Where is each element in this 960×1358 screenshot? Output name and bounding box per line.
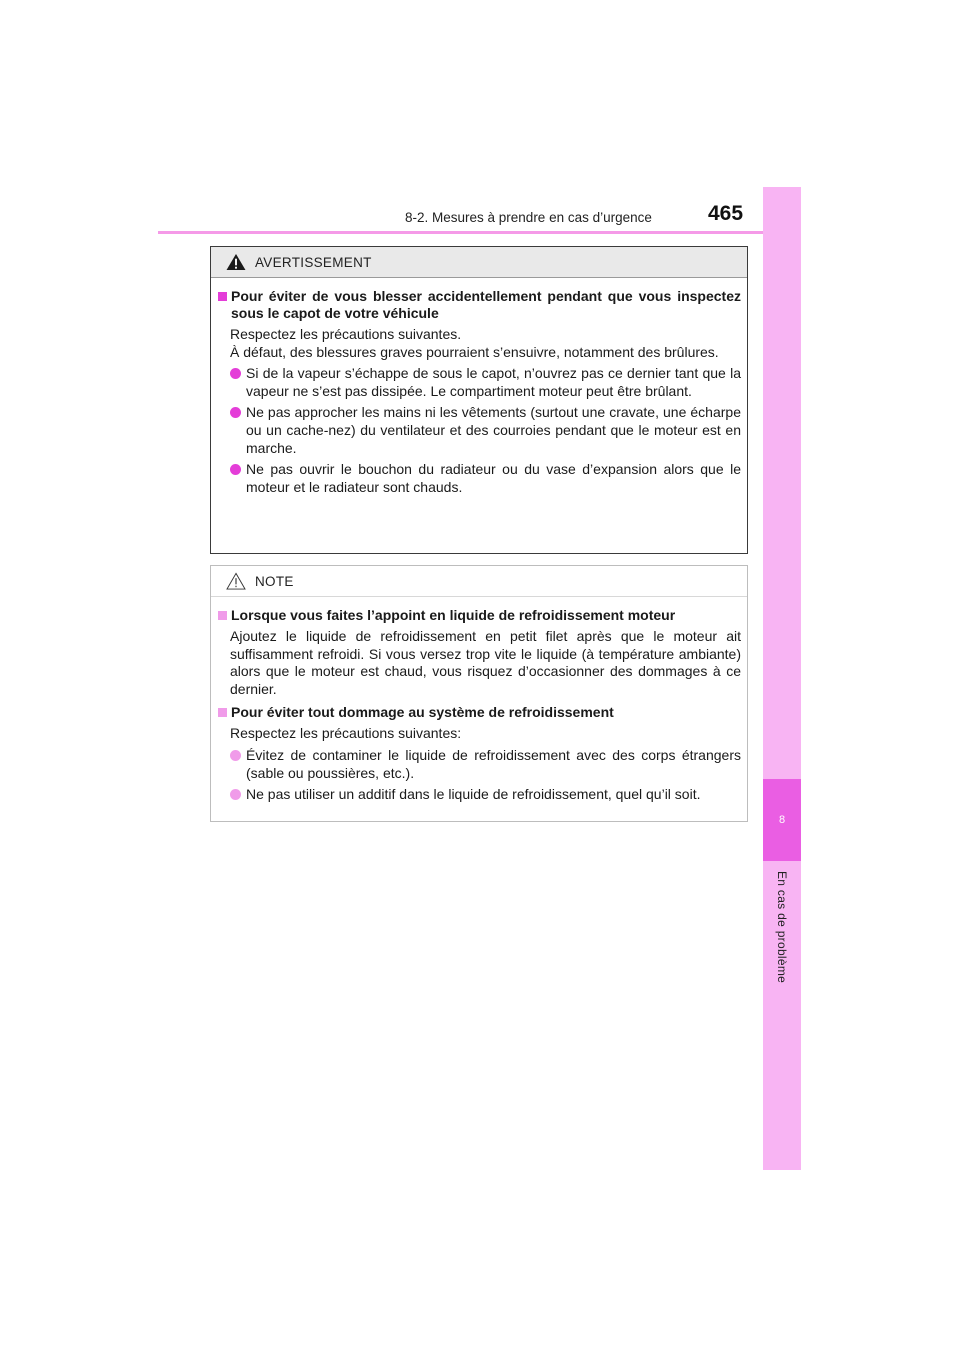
warning-triangle-icon <box>225 253 247 271</box>
round-bullet-icon <box>230 464 241 475</box>
warning-item-title: Pour éviter de vous blesser accidentellement pendant que vous inspectez sous le capot de votre véhicule <box>231 288 741 321</box>
note-box <box>210 565 748 822</box>
warning-box <box>210 246 748 554</box>
round-bullet-icon <box>230 368 241 379</box>
chapter-side-strip <box>763 187 801 1170</box>
chapter-number-tab <box>763 779 801 861</box>
round-bullet-icon <box>230 789 241 800</box>
list-item: Ne pas ouvrir le bouchon du radiateur ou du vase d’expansion alors que le moteur et le radiateur sont chauds. <box>217 461 741 496</box>
note-item-title: Lorsque vous faites l’appoint en liquide de refroidissement moteur <box>231 607 676 623</box>
list-item: Évitez de contaminer le liquide de refroidissement avec des corps étrangers (sable ou poussières, etc.). <box>217 747 741 782</box>
page-number: 465 <box>708 202 744 225</box>
note-item-intro: Respectez les précautions suivantes: <box>230 725 462 742</box>
note-item <box>217 704 741 803</box>
list-item: Ne pas utiliser un additif dans le liquide de refroidissement, quel qu’il soit. <box>217 786 741 804</box>
note-header <box>211 566 747 597</box>
list-item: Si de la vapeur s’échappe de sous le capot, n’ouvrez pas ce dernier tant que la vapeur ne s’est pas dissipée. Le compartiment moteur peut être brûlant. <box>217 365 741 400</box>
note-item <box>217 607 741 698</box>
list-item: Ne pas approcher les mains ni les vêtements (surtout une cravate, une écharpe ou un cache-nez) du ventilateur et des courroies pendant que le moteur est en marche. <box>217 404 741 457</box>
square-bullet-icon <box>218 292 227 301</box>
note-heading: NOTE <box>255 573 294 589</box>
round-bullet-icon <box>230 407 241 418</box>
square-bullet-icon <box>218 708 227 717</box>
warning-item <box>217 288 741 496</box>
section-title: 8-2. Mesures à prendre en cas d’urgence <box>405 210 652 225</box>
caution-outline-triangle-icon <box>225 572 247 590</box>
warning-header <box>211 247 747 278</box>
note-item-title: Pour éviter tout dommage au système de refroidissement <box>231 704 614 721</box>
warning-heading: AVERTISSEMENT <box>255 254 372 270</box>
note-item-text: Ajoutez le liquide de refroidissement en petit filet après que le moteur ait suffisamment refroidi. Si vous versez trop vite le liquide (à température ambiante) alors que le moteur est chaud, vous risquez d’occasionner des dommages à ce dernier. <box>230 628 741 697</box>
round-bullet-icon <box>230 750 241 761</box>
header-rule <box>158 231 801 234</box>
chapter-number: 8 <box>778 814 786 826</box>
square-bullet-icon <box>218 611 227 620</box>
chapter-label: En cas de problème <box>775 871 789 984</box>
warning-item-intro: Respectez les précautions suivantes. À défaut, des blessures graves pourraient s’ensuivre, notamment des brûlures. <box>230 326 719 360</box>
